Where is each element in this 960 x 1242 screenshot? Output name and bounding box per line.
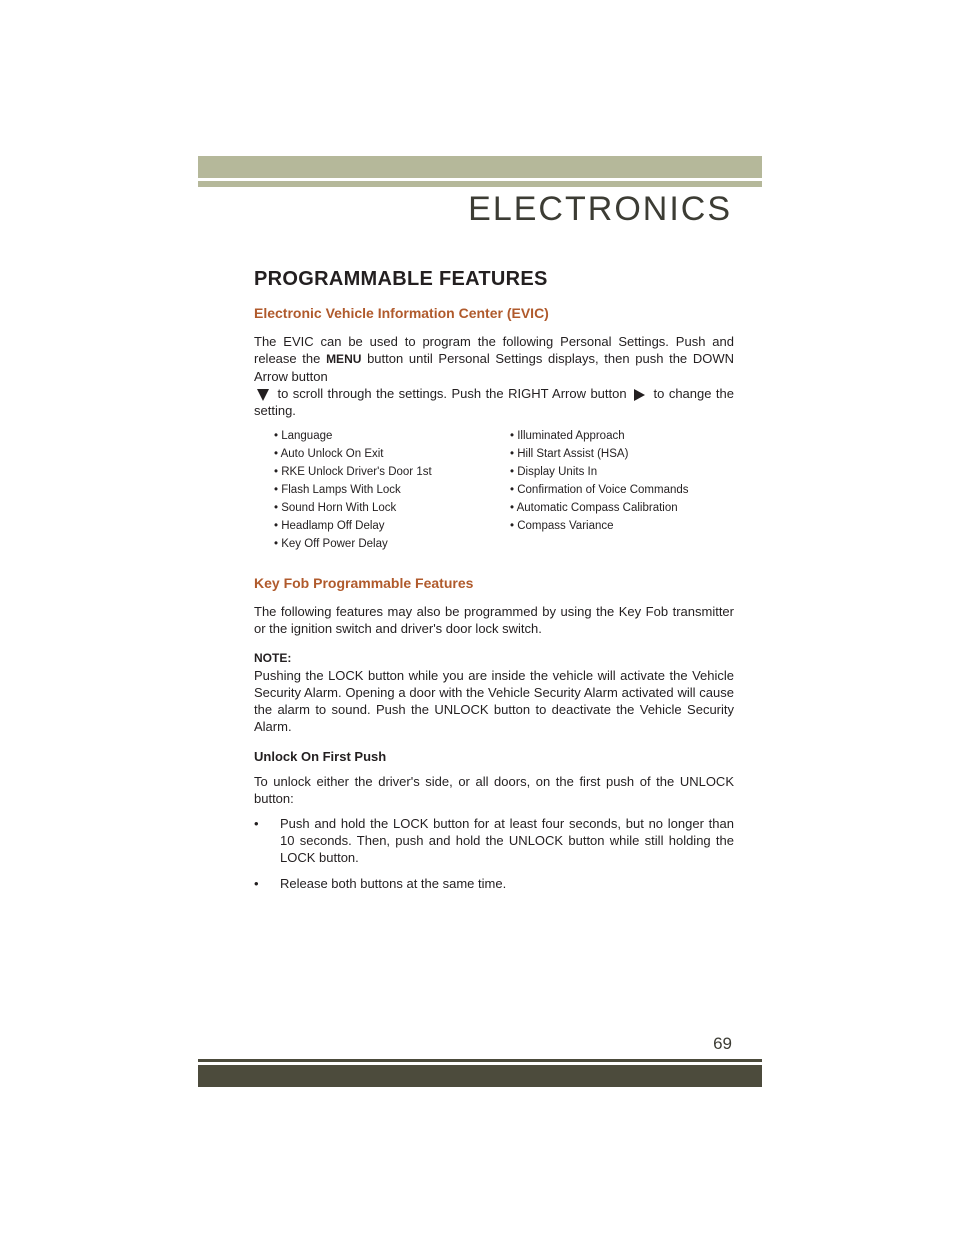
evic-heading: Electronic Vehicle Information Center (EVIC) xyxy=(254,305,549,321)
section-title: ELECTRONICS xyxy=(468,190,732,228)
header-rule xyxy=(198,181,762,187)
feature-item: • Confirmation of Voice Commands xyxy=(510,484,689,496)
down-arrow-icon xyxy=(257,389,269,401)
feature-item: • RKE Unlock Driver's Door 1st xyxy=(274,466,432,478)
feature-item: • Auto Unlock On Exit xyxy=(274,448,384,460)
feature-item: • Sound Horn With Lock xyxy=(274,502,397,514)
unlock-heading: Unlock On First Push xyxy=(254,749,387,764)
feature-column-2 xyxy=(510,427,689,553)
evic-paragraph xyxy=(254,333,734,419)
right-arrow-icon xyxy=(634,389,645,401)
page-content xyxy=(254,268,734,901)
feature-item: • Compass Variance xyxy=(510,520,614,532)
feature-item: • Illuminated Approach xyxy=(510,430,625,442)
feature-column-1 xyxy=(254,427,510,553)
evic-text-2: button until Personal Settings displays, then push the DOWN Arrow button xyxy=(254,351,734,384)
list-item: • Release both buttons at the same time. xyxy=(254,875,734,892)
page-number: 69 xyxy=(713,1034,732,1053)
keyfob-intro: The following features may also be programmed by using the Key Fob transmitter or the ignition switch and driver's door lock switch. xyxy=(254,604,734,636)
feature-item: • Language xyxy=(274,430,333,442)
evic-text-3: to scroll through the settings. Push the RIGHT Arrow button xyxy=(277,386,627,401)
feature-list xyxy=(254,427,734,553)
feature-item: • Headlamp Off Delay xyxy=(274,520,385,532)
evic-text-4: to change the setting. xyxy=(254,386,735,418)
feature-item: • Flash Lamps With Lock xyxy=(274,484,401,496)
feature-item: • Automatic Compass Calibration xyxy=(510,502,678,514)
unlock-steps xyxy=(254,815,734,892)
menu-button-label: MENU xyxy=(326,352,362,366)
unlock-intro: To unlock either the driver's side, or all doors, on the first push of the UNLOCK button: xyxy=(254,774,734,806)
feature-item: • Display Units In xyxy=(510,466,598,478)
footer-rule xyxy=(198,1059,762,1062)
page-title: PROGRAMMABLE FEATURES xyxy=(254,268,548,290)
note-label: NOTE: xyxy=(254,651,292,665)
feature-item: • Key Off Power Delay xyxy=(274,538,388,550)
list-item: • Push and hold the LOCK button for at least four seconds, but no longer than 10 seconds. Then, push and hold the UNLOCK button while still holding the LOCK button. xyxy=(254,815,734,866)
feature-item: • Hill Start Assist (HSA) xyxy=(510,448,629,460)
note-text: Pushing the LOCK button while you are inside the vehicle will activate the Vehicle Security Alarm. Opening a door with the Vehicle Security Alarm activated will cause the alarm to sound. Push the UNLOCK button to deactivate the Vehicle Security Alarm. xyxy=(254,668,734,734)
keyfob-heading: Key Fob Programmable Features xyxy=(254,575,474,591)
evic-text-1: The EVIC can be used to program the following Personal Settings. Push and release the xyxy=(254,334,734,366)
header-band xyxy=(198,156,762,178)
footer-band xyxy=(198,1065,762,1087)
